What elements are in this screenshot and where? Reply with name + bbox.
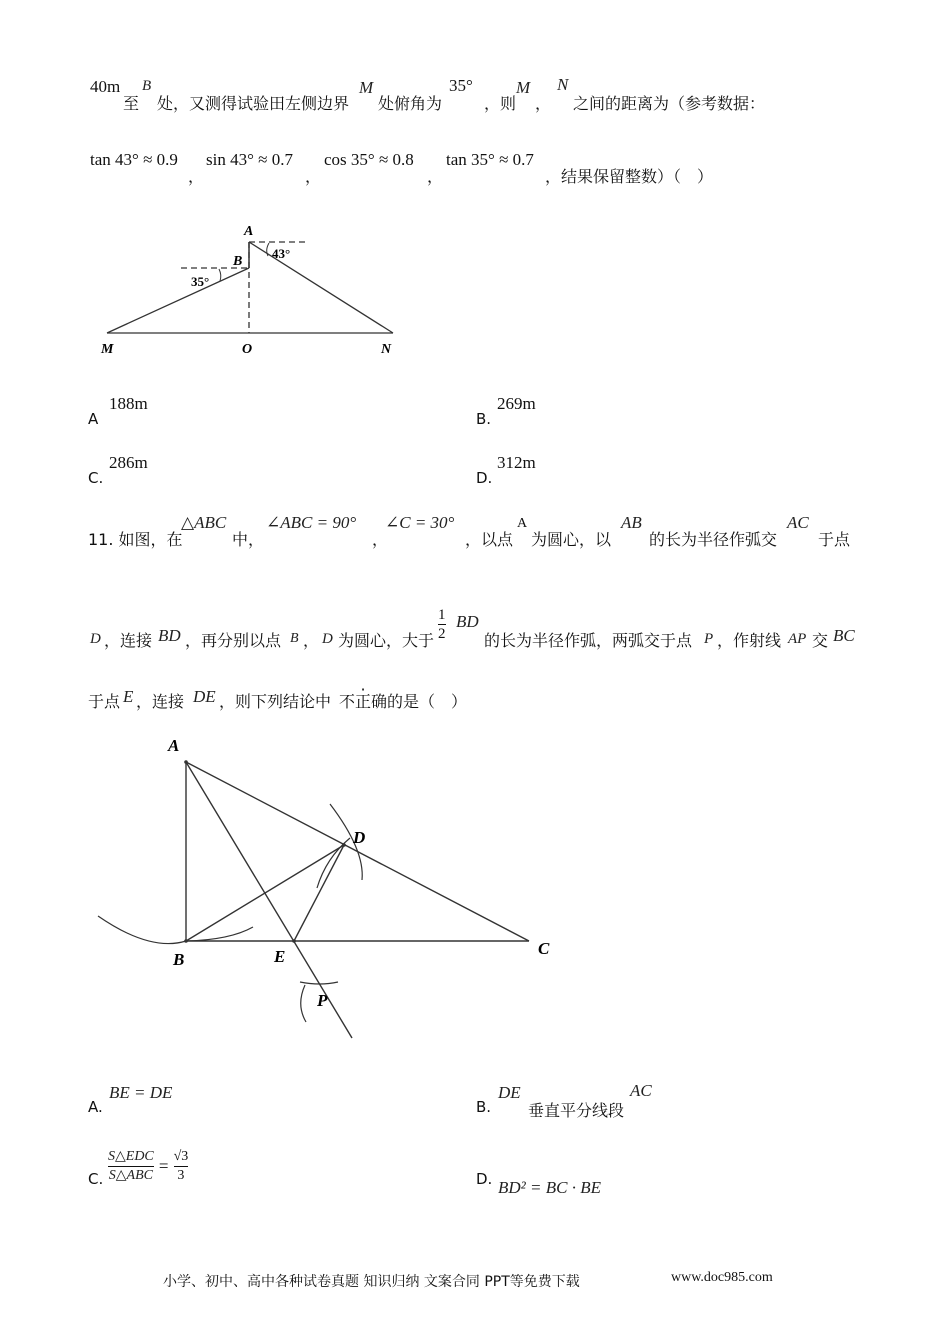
option-c-label[interactable]: C. bbox=[88, 1170, 104, 1188]
line-BM bbox=[107, 268, 249, 333]
angle-43: 43° bbox=[272, 246, 291, 261]
q11-number: 11. 如图，在 bbox=[88, 530, 183, 549]
label-D: D bbox=[353, 828, 366, 847]
option-d-value[interactable]: BD² = BC · BE bbox=[498, 1178, 601, 1197]
distance-value: 40m bbox=[90, 77, 121, 96]
angle-35: 35° bbox=[191, 274, 210, 289]
footer-text: 小学、初中、高中各种试卷真题 知识归纳 文案合同 PPT等免费下载 bbox=[163, 1274, 580, 1290]
option-a-value[interactable]: BE = DE bbox=[109, 1083, 173, 1102]
option-b-expr[interactable]: DE bbox=[498, 1083, 521, 1102]
option-b-value[interactable]: 269m bbox=[497, 394, 536, 413]
label-C: C bbox=[538, 939, 550, 958]
q11-figure bbox=[90, 730, 560, 1045]
option-a-label[interactable]: A. bbox=[88, 1098, 103, 1116]
option-a-value[interactable]: 188m bbox=[109, 394, 148, 413]
label-O: O bbox=[242, 342, 253, 357]
arc-B bbox=[98, 916, 186, 944]
option-d-label[interactable]: D. bbox=[476, 1170, 493, 1188]
option-a-label[interactable]: A bbox=[88, 410, 99, 428]
fraction-half: $\frac{1}{2}$ bbox=[438, 607, 446, 642]
option-c-label[interactable]: C. bbox=[88, 469, 104, 487]
option-d-label[interactable]: D. bbox=[476, 469, 493, 487]
label-B: B bbox=[233, 254, 243, 269]
label-P: P bbox=[317, 991, 328, 1010]
q10-figure bbox=[95, 215, 415, 365]
option-b-text[interactable]: 垂直平分线段 bbox=[528, 1101, 625, 1120]
label-B: B bbox=[173, 950, 185, 969]
option-c-expr[interactable]: $\frac{\text{S△EDC}}{\text{S△ABC}}$ = $\frac{√3}{3}$ bbox=[108, 1149, 189, 1183]
option-b-label[interactable]: B. bbox=[476, 1098, 492, 1116]
option-c-value[interactable]: 286m bbox=[109, 453, 148, 472]
label-A: A bbox=[244, 224, 254, 239]
label-A: A bbox=[168, 736, 180, 755]
emphasis-text: 不正确 bbox=[339, 692, 388, 711]
label-E: E bbox=[274, 947, 286, 966]
label-M: M bbox=[101, 342, 114, 357]
footer-site-link[interactable]: www.doc985.com bbox=[671, 1270, 773, 1285]
option-b-label[interactable]: B. bbox=[476, 410, 492, 428]
label-N: N bbox=[381, 342, 392, 357]
line-AN bbox=[249, 242, 393, 333]
option-d-value[interactable]: 312m bbox=[497, 453, 536, 472]
option-b-seg[interactable]: AC bbox=[630, 1081, 652, 1100]
